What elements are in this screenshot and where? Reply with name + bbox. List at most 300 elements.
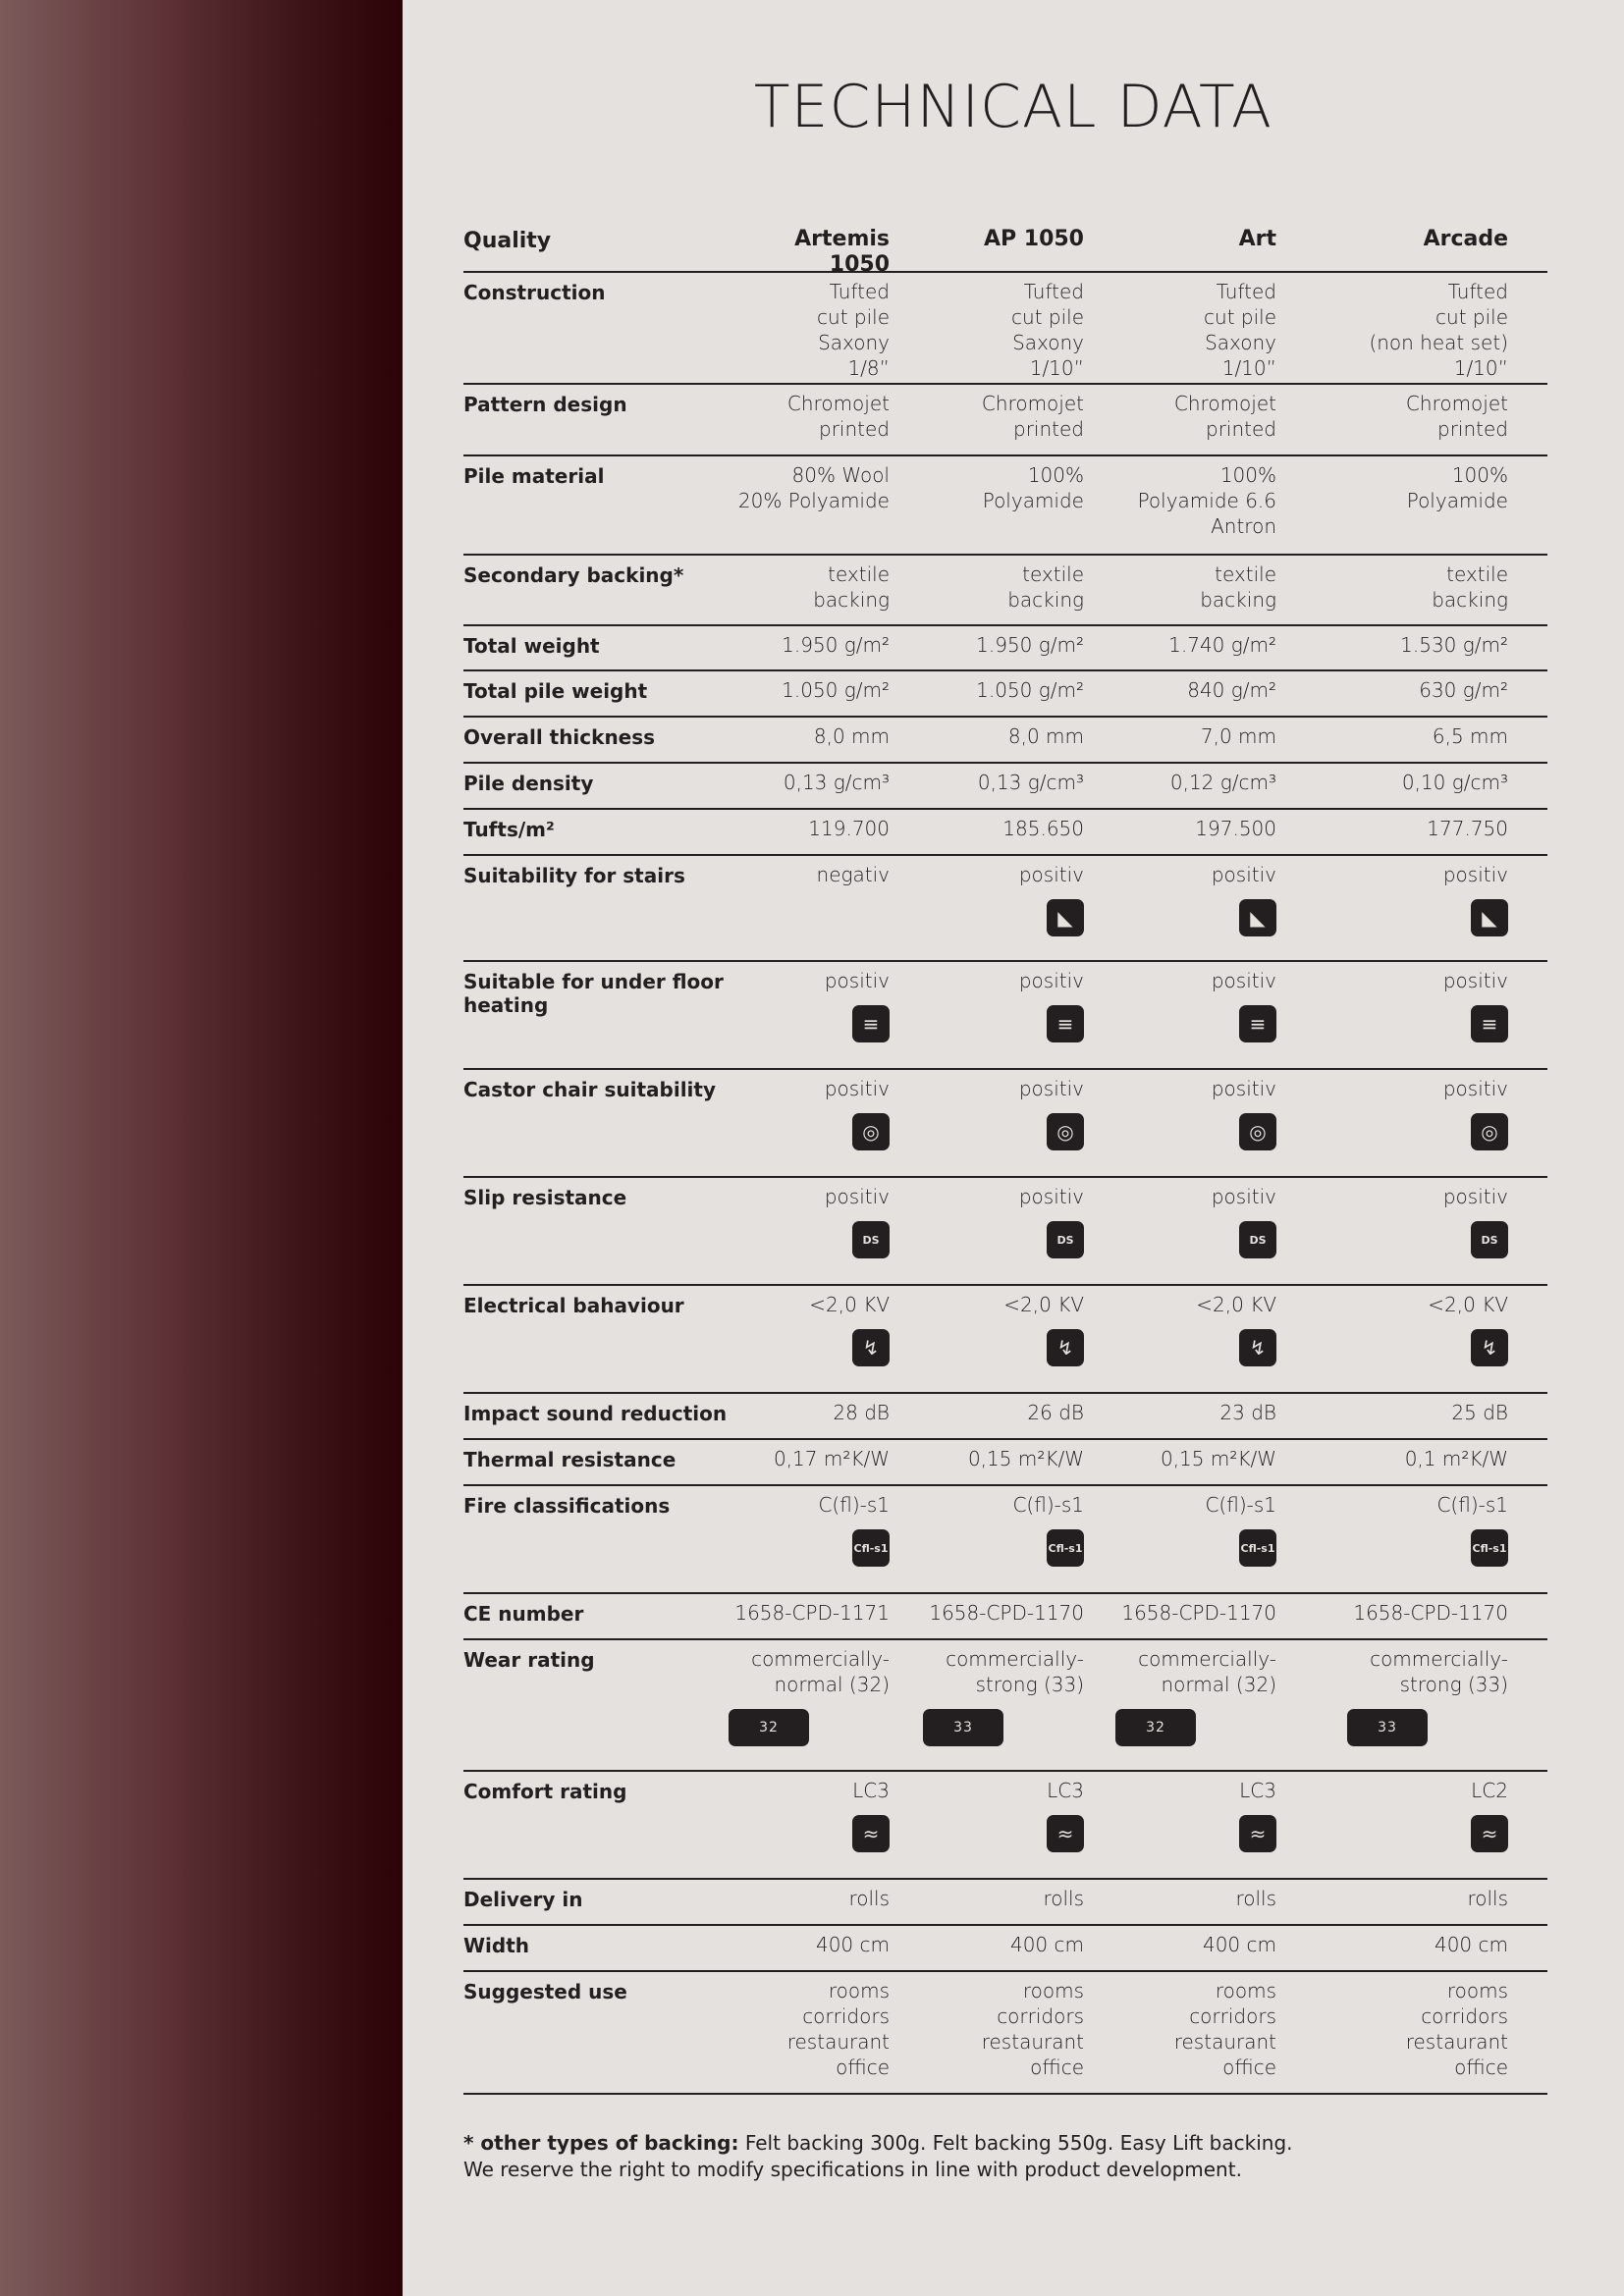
value-line: 1.740 g/m² <box>1168 633 1276 657</box>
value-line: Chromojet <box>1173 392 1276 415</box>
value-line: commercially- <box>1138 1647 1276 1671</box>
value-line: positiv <box>1018 969 1084 992</box>
castor-chair-icon: ◎ <box>1239 1113 1276 1150</box>
value-line: positiv <box>1211 1185 1276 1208</box>
row-value-cell <box>729 677 890 716</box>
row-value-cell <box>729 279 890 383</box>
row-value-cell <box>729 1600 890 1638</box>
row-value-cell <box>729 1778 890 1878</box>
value-line: backing <box>813 588 890 612</box>
value-line: Saxony <box>1012 331 1084 354</box>
value-line: LC3 <box>852 1779 890 1802</box>
value-line: Tufted <box>1216 280 1276 303</box>
value-line: 80% Wool <box>791 463 890 487</box>
row-value-cell <box>1084 1778 1276 1878</box>
row-label: Secondary backing* <box>463 563 684 587</box>
table-row <box>463 1972 1547 2095</box>
value-line: office <box>1454 2056 1508 2079</box>
row-value-cell <box>1084 1492 1276 1592</box>
value-line: positiv <box>1442 863 1508 886</box>
row-value-cell <box>1084 1886 1276 1924</box>
value-line: 1.050 g/m² <box>976 678 1084 702</box>
row-value-cell <box>1084 279 1276 383</box>
row-value-cell <box>890 1978 1084 2093</box>
value-line: rolls <box>848 1887 890 1910</box>
value-line: Antron <box>1211 514 1276 538</box>
row-value-cell <box>890 1184 1084 1284</box>
value-line: negativ <box>816 863 890 886</box>
row-value-cell <box>1084 1978 1276 2093</box>
value-line: office <box>1222 2056 1276 2079</box>
value-line: 1.950 g/m² <box>782 633 890 657</box>
row-value-cell <box>890 862 1084 960</box>
row-value-cell <box>1276 632 1508 669</box>
value-line: 100% <box>1451 463 1508 487</box>
floor-heating-icon: ≡ <box>852 1005 890 1042</box>
page-title: TECHNICAL DATA <box>753 73 1273 141</box>
row-value-cell <box>890 561 1084 624</box>
row-value-cell <box>729 723 890 762</box>
backing-note-label: * other types of backing: <box>463 2131 739 2155</box>
value-line: <2,0 KV <box>809 1293 890 1316</box>
row-value-cell <box>890 1400 1084 1438</box>
value-line: backing <box>1432 588 1508 612</box>
value-line: positiv <box>824 969 890 992</box>
row-value-cell <box>729 1978 890 2093</box>
value-line: 0,17 m²K/W <box>773 1447 890 1470</box>
value-line: C(fl)-s1 <box>1012 1493 1084 1517</box>
row-value-cell <box>729 462 890 554</box>
value-line: 1658-CPD-1170 <box>1353 1601 1508 1625</box>
header-column-arcade: Arcade <box>1423 227 1508 251</box>
value-line: <2,0 KV <box>1428 1293 1508 1316</box>
value-line: <2,0 KV <box>1003 1293 1084 1316</box>
row-value-cell <box>729 1292 890 1392</box>
value-line: 100% <box>1027 463 1084 487</box>
value-line: strong (33) <box>975 1673 1084 1696</box>
row-value-cell <box>1084 1932 1276 1970</box>
value-line: cut pile <box>1435 305 1508 329</box>
value-line: 400 cm <box>815 1933 890 1956</box>
row-value-cell <box>1276 1932 1508 1970</box>
row-label: Pile density <box>463 772 594 795</box>
table-row <box>463 1880 1547 1926</box>
castor-chair-icon: ◎ <box>1047 1113 1084 1150</box>
value-line: LC3 <box>1239 1779 1276 1802</box>
electrical-icon: ↯ <box>852 1329 890 1366</box>
value-line: backing <box>1007 588 1084 612</box>
value-line: 26 dB <box>1027 1401 1084 1424</box>
value-line: 1/8” <box>847 356 890 380</box>
table-row <box>463 1286 1547 1394</box>
value-line: rooms <box>1446 1979 1508 2002</box>
slip-resistance-icon: DS <box>1471 1221 1508 1258</box>
value-line: textile <box>1215 562 1276 586</box>
floor-heating-icon: ≡ <box>1047 1005 1084 1042</box>
row-value-cell <box>1084 677 1276 716</box>
value-line: 0,15 m²K/W <box>967 1447 1084 1470</box>
value-line: 8,0 mm <box>813 724 890 748</box>
value-line: corridors <box>997 2004 1084 2028</box>
floor-heating-icon: ≡ <box>1471 1005 1508 1042</box>
row-value-cell <box>890 462 1084 554</box>
electrical-icon: ↯ <box>1239 1329 1276 1366</box>
value-line: Tufted <box>829 280 890 303</box>
row-value-cell <box>890 770 1084 808</box>
row-value-cell <box>890 1778 1084 1878</box>
row-value-cell <box>890 1932 1084 1970</box>
row-value-cell <box>1276 1446 1508 1484</box>
row-value-cell <box>890 1886 1084 1924</box>
value-line: Tufted <box>1023 280 1084 303</box>
value-line: 23 dB <box>1219 1401 1276 1424</box>
table-header-row <box>463 224 1547 277</box>
value-line: printed <box>819 417 890 441</box>
row-value-cell <box>1084 1076 1276 1176</box>
value-line: cut pile <box>1011 305 1084 329</box>
value-line: Chromojet <box>1405 392 1508 415</box>
row-label: Suitability for stairs <box>463 864 685 887</box>
value-line: normal (32) <box>774 1673 890 1696</box>
value-line: 400 cm <box>1434 1933 1508 1956</box>
value-line: cut pile <box>1204 305 1276 329</box>
value-line: 1/10” <box>1221 356 1276 380</box>
row-value-cell <box>890 391 1084 454</box>
value-line: positiv <box>824 1077 890 1100</box>
wear-rating-icon: 33 <box>1347 1709 1428 1746</box>
row-label: Delivery in <box>463 1888 583 1911</box>
row-value-cell <box>729 1400 890 1438</box>
table-row <box>463 764 1547 810</box>
value-line: Chromojet <box>786 392 890 415</box>
value-line: 400 cm <box>1202 1933 1276 1956</box>
row-value-cell <box>1276 770 1508 808</box>
value-line: printed <box>1013 417 1084 441</box>
value-line: restaurant <box>786 2030 890 2054</box>
disclaimer-text: We reserve the right to modify specifications in line with product development. <box>463 2158 1242 2181</box>
castor-chair-icon: ◎ <box>1471 1113 1508 1150</box>
row-value-cell <box>729 770 890 808</box>
row-value-cell <box>1084 723 1276 762</box>
row-value-cell <box>729 816 890 854</box>
table-row <box>463 1486 1547 1594</box>
value-line: 0,13 g/cm³ <box>783 771 890 794</box>
table-row <box>463 1594 1547 1640</box>
value-line: textile <box>1446 562 1508 586</box>
row-value-cell <box>729 1076 890 1176</box>
fire-icon: Cfl-s1 <box>852 1529 890 1567</box>
value-line: 20% Polyamide <box>737 489 890 512</box>
fire-icon: Cfl-s1 <box>1047 1529 1084 1567</box>
value-line: 0,15 m²K/W <box>1160 1447 1276 1470</box>
table-row <box>463 273 1547 385</box>
row-value-cell <box>729 1886 890 1924</box>
value-line: 28 dB <box>833 1401 890 1424</box>
value-line: commercially- <box>751 1647 890 1671</box>
row-value-cell <box>1084 462 1276 554</box>
comfort-icon: ≈ <box>1471 1815 1508 1852</box>
value-line: 1658-CPD-1171 <box>734 1601 890 1625</box>
value-line: 1.050 g/m² <box>782 678 890 702</box>
header-column-ap-1050: AP 1050 <box>983 227 1084 251</box>
row-value-cell <box>729 968 890 1068</box>
value-line: 840 g/m² <box>1187 678 1276 702</box>
table-row <box>463 1440 1547 1486</box>
table-row <box>463 1394 1547 1440</box>
row-value-cell <box>1276 1600 1508 1638</box>
table-row <box>463 456 1547 556</box>
row-value-cell <box>1084 1646 1276 1770</box>
value-line: textile <box>828 562 890 586</box>
row-value-cell <box>729 1184 890 1284</box>
value-line: corridors <box>1421 2004 1508 2028</box>
row-label: Slip resistance <box>463 1186 627 1209</box>
comfort-icon: ≈ <box>1047 1815 1084 1852</box>
value-line: 0,13 g/cm³ <box>977 771 1084 794</box>
value-line: 1/10” <box>1029 356 1084 380</box>
value-line: office <box>1030 2056 1084 2079</box>
row-label: Pile material <box>463 464 605 488</box>
value-line: 1658-CPD-1170 <box>1121 1601 1276 1625</box>
row-label: Impact sound reduction <box>463 1402 728 1425</box>
value-line: rolls <box>1467 1887 1508 1910</box>
row-label: Wear rating <box>463 1648 595 1672</box>
row-value-cell <box>890 723 1084 762</box>
value-line: positiv <box>1442 969 1508 992</box>
value-line: restaurant <box>981 2030 1084 2054</box>
value-line: 8,0 mm <box>1007 724 1084 748</box>
value-line: (non heat set) <box>1369 331 1508 354</box>
row-value-cell <box>729 1932 890 1970</box>
table-row <box>463 1070 1547 1178</box>
row-value-cell <box>1084 770 1276 808</box>
table-row <box>463 1178 1547 1286</box>
value-line: printed <box>1437 417 1508 441</box>
technical-data-table <box>463 224 1547 2095</box>
wear-rating-icon: 33 <box>923 1709 1003 1746</box>
value-line: rooms <box>828 1979 890 2002</box>
electrical-icon: ↯ <box>1047 1329 1084 1366</box>
value-line: 1658-CPD-1170 <box>929 1601 1084 1625</box>
value-line: C(fl)-s1 <box>1205 1493 1276 1517</box>
value-line: 0,12 g/cm³ <box>1169 771 1276 794</box>
value-line: corridors <box>802 2004 890 2028</box>
value-line: Saxony <box>818 331 890 354</box>
row-value-cell <box>1276 723 1508 762</box>
row-value-cell <box>1084 1184 1276 1284</box>
row-value-cell <box>1276 1886 1508 1924</box>
footer-notes <box>463 2130 1547 2183</box>
row-value-cell <box>1276 462 1508 554</box>
table-row <box>463 856 1547 962</box>
row-label: Electrical bahaviour <box>463 1294 684 1317</box>
row-value-cell <box>1276 1292 1508 1392</box>
row-value-cell <box>1084 561 1276 624</box>
row-value-cell <box>1276 816 1508 854</box>
sidebar-gradient <box>0 0 403 2296</box>
value-line: rolls <box>1235 1887 1276 1910</box>
stairs-icon: ◣ <box>1047 899 1084 936</box>
table-row <box>463 718 1547 764</box>
value-line: positiv <box>1211 863 1276 886</box>
value-line: backing <box>1200 588 1276 612</box>
value-line: LC2 <box>1471 1779 1508 1802</box>
value-line: 197.500 <box>1195 817 1276 840</box>
value-line: positiv <box>1442 1185 1508 1208</box>
value-line: positiv <box>1018 863 1084 886</box>
value-line: 400 cm <box>1009 1933 1084 1956</box>
table-row <box>463 1926 1547 1972</box>
row-value-cell <box>1084 816 1276 854</box>
backing-note-text: Felt backing 300g. Felt backing 550g. Easy Lift backing. <box>744 2131 1293 2155</box>
row-value-cell <box>1276 1492 1508 1592</box>
row-value-cell <box>890 816 1084 854</box>
backing-note <box>463 2130 1547 2157</box>
table-row <box>463 671 1547 718</box>
fire-icon: Cfl-s1 <box>1471 1529 1508 1567</box>
value-line: 0,1 m²K/W <box>1404 1447 1508 1470</box>
value-line: C(fl)-s1 <box>818 1493 890 1517</box>
row-value-cell <box>890 677 1084 716</box>
row-value-cell <box>890 1446 1084 1484</box>
value-line: restaurant <box>1405 2030 1508 2054</box>
castor-chair-icon: ◎ <box>852 1113 890 1150</box>
row-value-cell <box>1276 1646 1508 1770</box>
header-column-art: Art <box>1238 227 1276 251</box>
value-line: Polyamide <box>1406 489 1508 512</box>
row-label: Suitable for under floor heating <box>463 970 724 1017</box>
value-line: positiv <box>1211 1077 1276 1100</box>
row-label: Fire classifications <box>463 1494 671 1518</box>
row-label: Total weight <box>463 634 600 658</box>
row-value-cell <box>729 1492 890 1592</box>
row-value-cell <box>1276 279 1508 383</box>
value-line: normal (32) <box>1161 1673 1276 1696</box>
row-value-cell <box>1276 561 1508 624</box>
row-value-cell <box>729 391 890 454</box>
value-line: commercially- <box>1370 1647 1508 1671</box>
row-value-cell <box>890 968 1084 1068</box>
row-value-cell <box>890 1646 1084 1770</box>
value-line: strong (33) <box>1399 1673 1508 1696</box>
row-value-cell <box>1276 968 1508 1068</box>
row-label: Tufts/m² <box>463 818 555 841</box>
row-value-cell <box>729 561 890 624</box>
row-value-cell <box>1276 1184 1508 1284</box>
row-value-cell <box>1084 862 1276 960</box>
row-label: Suggested use <box>463 1980 627 2003</box>
value-line: 1.950 g/m² <box>976 633 1084 657</box>
table-row <box>463 810 1547 856</box>
row-value-cell <box>890 632 1084 669</box>
value-line: printed <box>1206 417 1276 441</box>
value-line: positiv <box>1211 969 1276 992</box>
row-label: Total pile weight <box>463 679 648 703</box>
table-row <box>463 385 1547 456</box>
value-line: 25 dB <box>1451 1401 1508 1424</box>
row-label: Pattern design <box>463 393 627 416</box>
wear-rating-icon: 32 <box>729 1709 809 1746</box>
table-row <box>463 962 1547 1070</box>
row-value-cell <box>1084 1600 1276 1638</box>
row-value-cell <box>890 1292 1084 1392</box>
row-value-cell <box>729 632 890 669</box>
value-line: Polyamide <box>982 489 1084 512</box>
value-line: positiv <box>824 1185 890 1208</box>
slip-resistance-icon: DS <box>852 1221 890 1258</box>
row-label: Overall thickness <box>463 725 656 749</box>
stairs-icon: ◣ <box>1239 899 1276 936</box>
row-value-cell <box>729 1446 890 1484</box>
row-value-cell <box>890 1492 1084 1592</box>
value-line: 7,0 mm <box>1200 724 1276 748</box>
wear-rating-icon: 32 <box>1115 1709 1196 1746</box>
value-line: 6,5 mm <box>1432 724 1508 748</box>
row-value-cell <box>1276 862 1508 960</box>
value-line: cut pile <box>817 305 890 329</box>
table-row <box>463 556 1547 626</box>
floor-heating-icon: ≡ <box>1239 1005 1276 1042</box>
electrical-icon: ↯ <box>1471 1329 1508 1366</box>
value-line: rolls <box>1043 1887 1084 1910</box>
value-line: Tufted <box>1447 280 1508 303</box>
row-value-cell <box>890 1600 1084 1638</box>
comfort-icon: ≈ <box>1239 1815 1276 1852</box>
value-line: Saxony <box>1205 331 1276 354</box>
value-line: 1.530 g/m² <box>1400 633 1508 657</box>
value-line: 185.650 <box>1002 817 1084 840</box>
row-value-cell <box>729 862 890 960</box>
header-column-artemis-1050: Artemis 1050 <box>794 227 890 277</box>
row-label: Width <box>463 1934 530 1957</box>
row-value-cell <box>1084 1400 1276 1438</box>
row-value-cell <box>1084 632 1276 669</box>
table-row <box>463 626 1547 671</box>
value-line: Chromojet <box>981 392 1084 415</box>
row-value-cell <box>1276 1400 1508 1438</box>
value-line: <2,0 KV <box>1196 1293 1276 1316</box>
value-line: 0,10 g/cm³ <box>1401 771 1508 794</box>
fire-icon: Cfl-s1 <box>1239 1529 1276 1567</box>
row-value-cell <box>1084 968 1276 1068</box>
row-label: CE number <box>463 1602 584 1626</box>
row-value-cell <box>1084 1292 1276 1392</box>
value-line: positiv <box>1018 1077 1084 1100</box>
row-value-cell <box>1276 1778 1508 1878</box>
row-value-cell <box>1276 391 1508 454</box>
value-line: C(fl)-s1 <box>1436 1493 1508 1517</box>
value-line: LC3 <box>1047 1779 1084 1802</box>
value-line: restaurant <box>1173 2030 1276 2054</box>
value-line: 100% <box>1219 463 1276 487</box>
slip-resistance-icon: DS <box>1047 1221 1084 1258</box>
row-value-cell <box>890 1076 1084 1176</box>
row-label: Castor chair suitability <box>463 1078 717 1101</box>
comfort-icon: ≈ <box>852 1815 890 1852</box>
header-quality-label: Quality <box>463 229 552 253</box>
value-line: 119.700 <box>808 817 890 840</box>
row-value-cell <box>1276 677 1508 716</box>
value-line: commercially- <box>946 1647 1084 1671</box>
stairs-icon: ◣ <box>1471 899 1508 936</box>
value-line: office <box>836 2056 890 2079</box>
row-value-cell <box>890 279 1084 383</box>
value-line: positiv <box>1442 1077 1508 1100</box>
row-value-cell <box>1084 1446 1276 1484</box>
slip-resistance-icon: DS <box>1239 1221 1276 1258</box>
row-value-cell <box>1084 391 1276 454</box>
value-line: Polyamide 6.6 <box>1137 489 1276 512</box>
